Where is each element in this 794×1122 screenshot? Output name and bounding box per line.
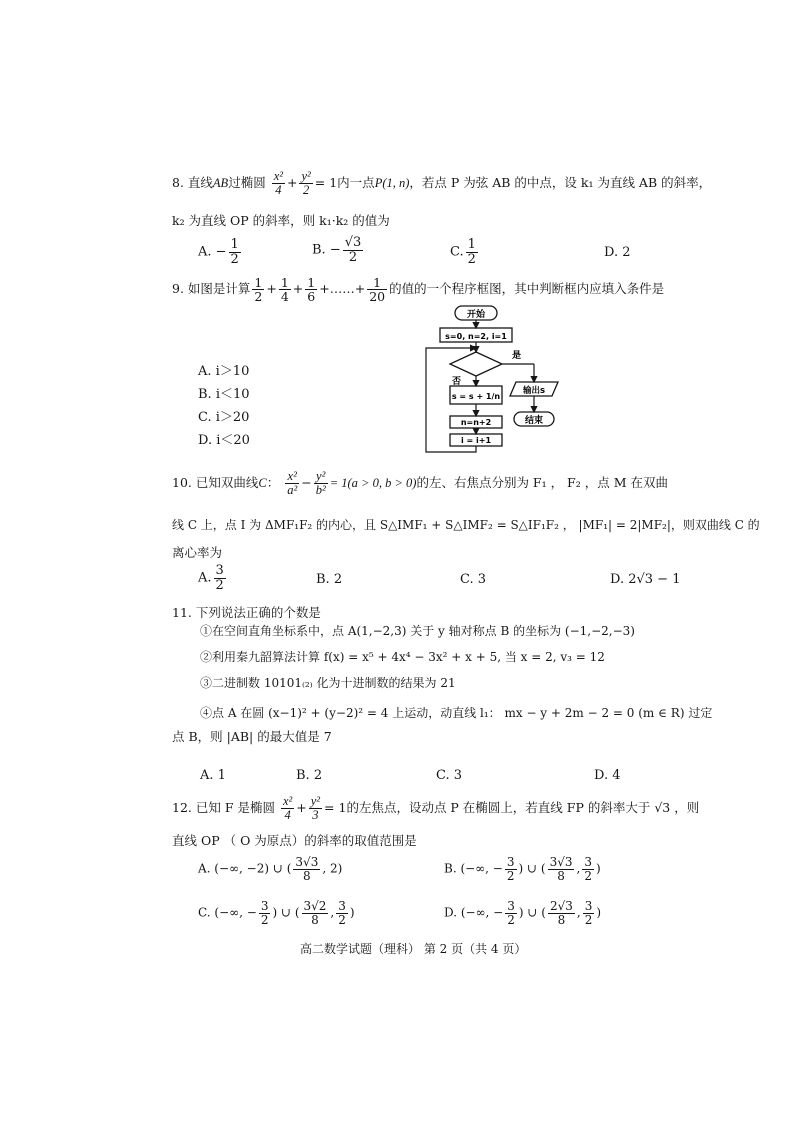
q12-option-d: D. (−∞, − $\frac{3}{2}$ ) ∪ ( $\frac{2√3}{8}$ , $\frac{3}{2}$ )	[444, 899, 602, 927]
q8-option-c: C. $\frac{1}{2}$	[450, 237, 476, 267]
q8-option-b: B. − $\frac{√3}{2}$	[312, 235, 362, 265]
q9-option-c: C. i＞20	[198, 410, 250, 425]
question-11-statement-4a: ④点 A 在圆 (x−1)² + (y−2)² = 4 上运动，动直线 l₁： mx − y + 2m − 2 = 0 (m ∈ R) 过定	[200, 706, 713, 720]
question-11-statement-4b: 点 B，则 |AB| 的最大值是 7	[172, 729, 332, 744]
flow-output-label: 输出s	[522, 386, 546, 396]
question-10-line-2: 线 C 上，点 I 为 ΔMF₁F₂ 的内心，且 S△IMF₁ + S△IMF₂ = S△IF₁F₂ ， |MF₁| = 2|MF₂|，则双曲线 C 的	[172, 518, 760, 532]
fraction: $\frac{\text{x²}}{4}$	[282, 794, 293, 823]
fraction: $\frac{3}{2}$	[584, 855, 592, 883]
q8-option-a: A. − $\frac{1}{2}$	[198, 237, 239, 267]
flow-i-step-label: i = i+1	[460, 436, 492, 445]
q12-option-b: B. (−∞, − $\frac{3}{2}$ ) ∪ ( $\frac{3√3}{8}$ , $\frac{3}{2}$ )	[444, 855, 601, 883]
question-11-title: 11. 下列说法正确的个数是	[172, 605, 321, 620]
question-10-line-3: 离心率为	[172, 545, 223, 560]
fraction: $\frac{\text{y²}}{3}$	[310, 794, 321, 823]
fraction: $\frac{1}{20}$	[369, 275, 386, 305]
fraction: $\frac{2√3}{8}$	[549, 899, 573, 927]
q11-option-c: C. 3	[436, 768, 463, 783]
fraction: $\frac{3√2}{8}$	[303, 899, 327, 927]
q12-option-a: A. (−∞, −2) ∪ ( $\frac{3√3}{8}$ , 2)	[198, 855, 343, 883]
q9-option-b: B. i＜10	[198, 387, 250, 402]
flow-n-step-label: n=n+2	[460, 418, 492, 427]
fraction: $\frac{\text{x²}}{\text{a²}}$	[287, 469, 298, 498]
fraction: $\frac{\text{x²}}{4}$	[273, 169, 283, 198]
q10-option-d: D. 2√3 − 1	[610, 572, 681, 587]
flow-start-label: 开始	[466, 310, 486, 320]
question-9-stem: 9. 如图是计算 $\frac{1}{2}$ + $\frac{1}{4}$ + $\frac{1}{6}$ +……+ $\frac{1}{20}$ 的值的一个程序框图，其中判断框内应填入条件是	[172, 275, 665, 305]
q12-option-c: C. (−∞, − $\frac{3}{2}$ ) ∪ ( $\frac{3√2}{8}$ , $\frac{3}{2}$ )	[198, 899, 355, 927]
flow-assign-label: s = s + 1/n	[451, 392, 501, 401]
fraction: $\frac{\text{y²}}{\text{b²}}$	[315, 469, 326, 498]
flow-init-label: s=0, n=2, i=1	[445, 332, 507, 341]
q9-option-a: A. i＞10	[198, 364, 250, 379]
fraction: $\frac{3}{2}$	[507, 899, 515, 927]
flow-yes-label: 是	[512, 351, 522, 361]
flow-decision-diamond	[450, 352, 502, 376]
q8-option-d: D. 2	[604, 245, 631, 260]
flowchart	[420, 304, 580, 454]
fraction: $\frac{\text{y²}}{2}$	[301, 169, 311, 198]
question-11-statement-1: ①在空间直角坐标系中，点 A(1,−2,3) 关于 y 轴对称点 B 的坐标为 (−1,−2,−3)	[200, 624, 635, 638]
q11-option-b: B. 2	[296, 768, 323, 783]
question-8-line-2: k₂ 为直线 OP 的斜率，则 k₁·k₂ 的值为	[172, 213, 390, 228]
fraction: $\frac{3}{2}$	[506, 855, 515, 883]
q10-option-c: C. 3	[460, 572, 487, 587]
question-11-statement-2: ②利用秦九韶算法计算 f(x) = x⁵ + 4x⁴ − 3x² + x + 5, 当 x = 2, v₃ = 12	[200, 650, 605, 664]
fraction: $\frac{1}{2}$	[230, 237, 239, 267]
fraction: $\frac{3√3}{8}$	[549, 855, 573, 883]
question-12-line-1: 12. 已知 F 是椭圆 $\frac{\text{x²}}{4}$ + $\frac{\text{y²}}{3}$ = 1的左焦点，设动点 P 在椭圆上，若直线 FP 的斜率大于 √3 ，则	[172, 794, 700, 823]
fraction: $\frac{1}{4}$	[280, 275, 289, 305]
question-8-line-1: 8. 直线AB过椭圆 $\frac{\text{x²}}{4}$ + $\frac{\text{y²}}{2}$ = 1内一点P(1, n)，若点 P 为弦 AB 的中点，设 k₁ 为直线 AB 的斜率，	[172, 169, 712, 198]
fraction: $\frac{3}{2}$	[260, 899, 269, 927]
fraction: $\frac{1}{6}$	[307, 275, 316, 305]
question-11-statement-3: ③二进制数 10101₍₂₎ 化为十进制数的结果为 21	[200, 676, 456, 690]
flow-no-label: 否	[452, 377, 462, 387]
page-footer: 高二数学试题（理科） 第 2 页（共 4 页）	[300, 942, 527, 956]
q10-option-a: A. $\frac{3}{2}$	[198, 563, 224, 593]
question-12-line-2: 直线 OP （ O 为原点）的斜率的取值范围是	[172, 833, 417, 848]
fraction: $\frac{3√3}{8}$	[295, 855, 319, 883]
q9-option-d: D. i＜20	[198, 433, 250, 448]
q11-option-a: A. 1	[200, 768, 226, 783]
fraction: $\frac{3}{2}$	[584, 899, 593, 927]
q11-option-d: D. 4	[594, 768, 621, 783]
flow-end-label: 结束	[524, 416, 544, 426]
fraction: $\frac{√3}{2}$	[344, 235, 362, 265]
question-10-line-1: 10. 已知双曲线C： $\frac{\text{x²}}{\text{a²}}$ − $\frac{\text{y²}}{\text{b²}}$ = 1(a > 0, b > 0)的左、右焦点分别为 F₁ ， F₂ ，点 M 在双曲	[172, 469, 668, 498]
fraction: $\frac{3}{2}$	[338, 899, 346, 927]
fraction: $\frac{1}{2}$	[254, 275, 263, 305]
fraction: $\frac{1}{2}$	[467, 237, 476, 267]
fraction: $\frac{3}{2}$	[215, 563, 224, 593]
q10-option-b: B. 2	[316, 572, 343, 587]
